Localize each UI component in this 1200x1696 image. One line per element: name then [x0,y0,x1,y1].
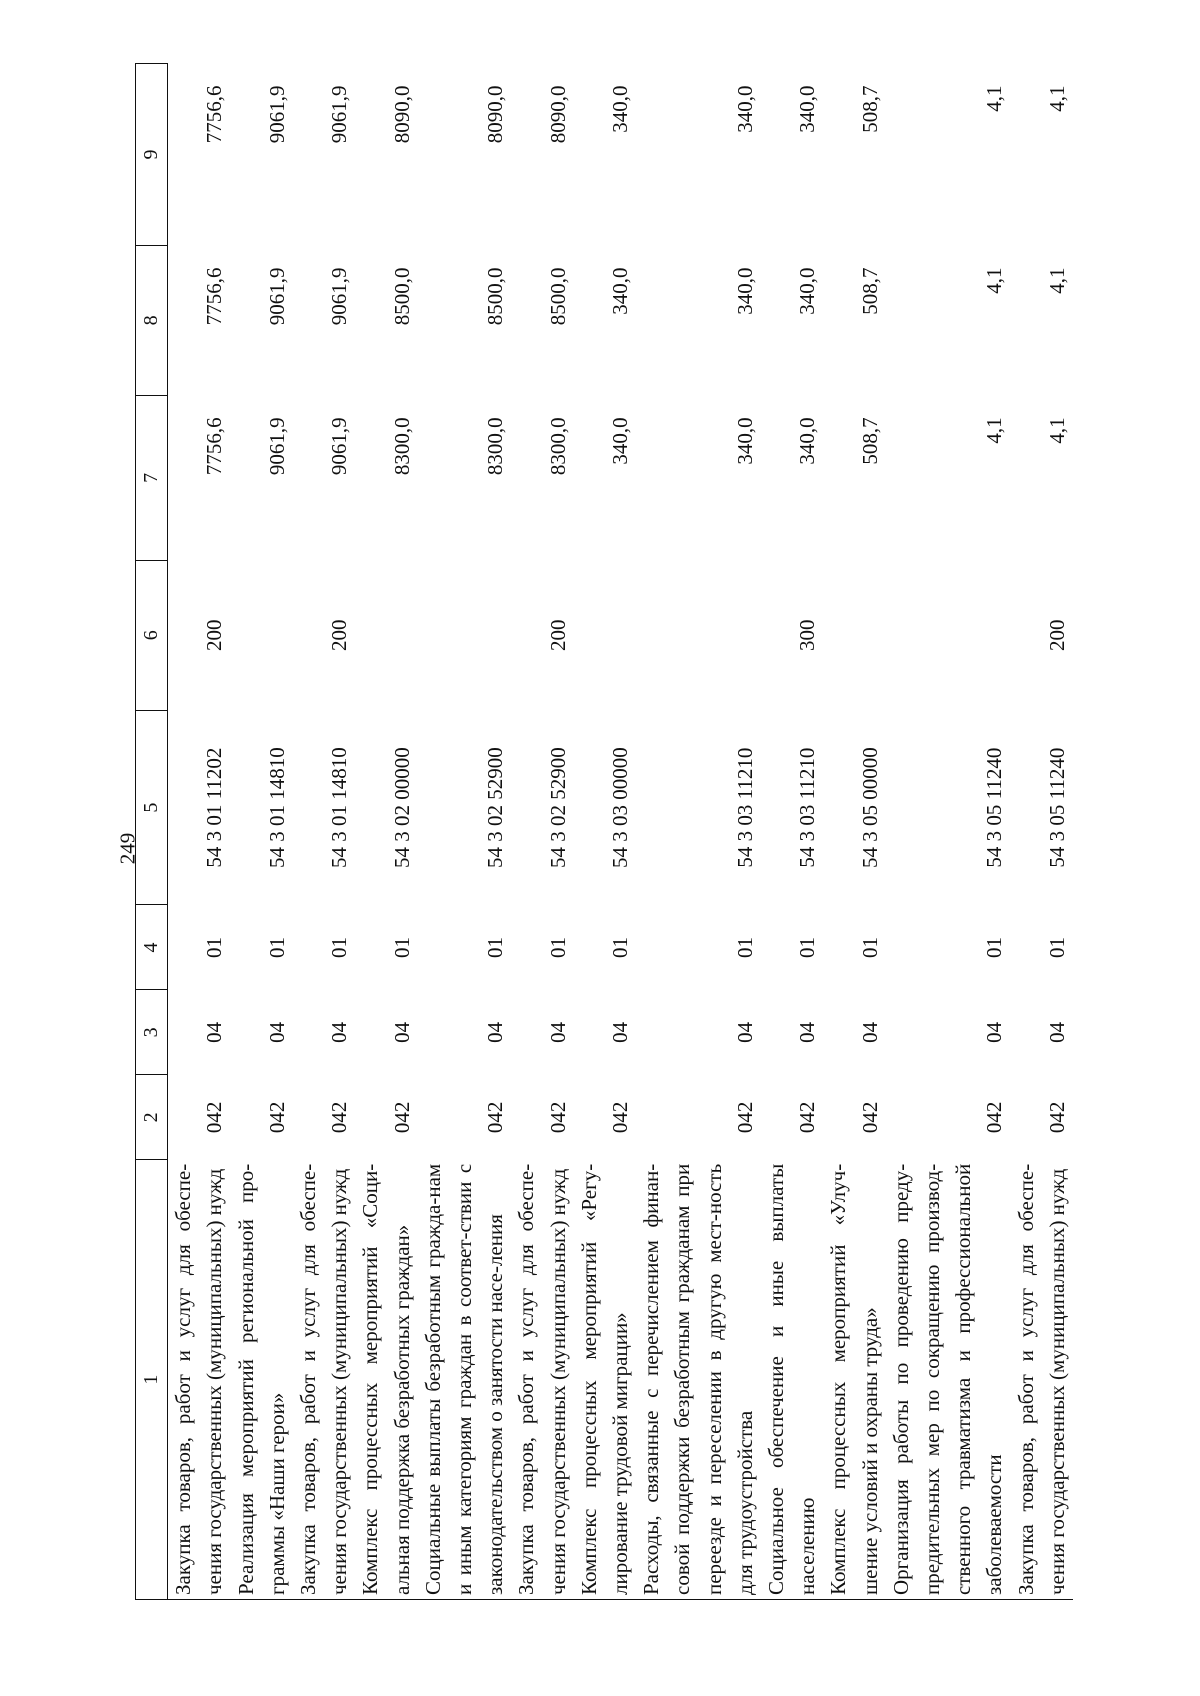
col-header-2: 2 [136,1075,168,1160]
budget-table [135,63,1073,1600]
row-description: Комплекс процессных мероприятий «Регу-лирование трудовой миграции» [574,1160,636,1600]
row-col-5: 54 3 01 14810 [327,747,352,868]
row-col-4: 01 [857,936,882,958]
row-col-3: 04 [545,1021,570,1043]
row-col-2: 042 [483,1101,508,1134]
row-col-8: 340,0 [608,267,633,315]
table-row [168,64,231,1600]
row-description: Социальное обеспечение и иные выплаты населению [761,1160,823,1600]
row-col-4: 01 [483,936,508,958]
table-row [511,64,573,1600]
row-col-9: 7756,6 [202,85,227,144]
table-wrap [135,63,1165,1600]
row-col-6 [355,560,417,710]
col-header-5: 5 [136,710,168,905]
table-row [355,64,417,1600]
row-col-9: 8090,0 [483,85,508,144]
col-header-8: 8 [136,245,168,395]
table-body [168,64,1073,1600]
row-col-4: 01 [545,936,570,958]
row-col-9: 4,1 [1044,85,1069,112]
col-header-1: 1 [136,1160,168,1600]
row-col-8: 340,0 [795,267,820,315]
row-col-9: 8090,0 [389,85,414,144]
col-header-3: 3 [136,990,168,1075]
row-col-8: 8500,0 [545,267,570,326]
table-row [1011,64,1073,1600]
row-description: Комплекс процессных мероприятий «Соци-альная поддержка безработных граждан» [355,1160,417,1600]
row-col-4: 01 [202,936,227,958]
row-description: Закупка товаров, работ и услуг для обеспе-чения государственных (муниципальных) нужд [168,1160,231,1600]
row-col-6: 200 [327,619,352,651]
row-description: Социальные выплаты безработным гражда-нам и иным категориям граждан в соответ-ствии с законодательством о занятости насе-ления [418,1160,512,1600]
header-row [136,64,168,1600]
row-col-6: 200 [202,619,227,651]
row-description: Закупка товаров, работ и услуг для обеспе-чения государственных (муниципальных) нужд [293,1160,355,1600]
row-col-5: 54 3 02 52900 [545,747,570,868]
row-col-2: 042 [264,1101,289,1134]
row-col-5: 54 3 03 00000 [608,747,633,868]
row-col-2: 042 [795,1101,820,1134]
row-col-6 [231,560,293,710]
row-col-6: 300 [795,619,820,651]
row-col-3: 04 [264,1021,289,1043]
row-col-8: 8500,0 [483,267,508,326]
row-col-4: 01 [1044,936,1069,958]
row-col-7: 4,1 [982,417,1007,444]
row-col-6 [886,560,1011,710]
row-col-5: 54 3 02 52900 [483,747,508,868]
row-col-7: 9061,9 [264,417,289,476]
row-col-8: 508,7 [857,267,882,315]
row-col-5: 54 3 05 11240 [1044,747,1069,868]
row-col-7: 8300,0 [545,417,570,476]
row-col-3: 04 [327,1021,352,1043]
row-col-2: 042 [732,1101,757,1134]
row-col-8: 9061,9 [264,267,289,326]
row-col-9: 9061,9 [264,85,289,144]
row-col-7: 340,0 [608,417,633,465]
row-description: Расходы, связанные с перечислением финан-совой поддержки безработным гражданам при переезде и переселении в другую мест-ность для трудоустройства [636,1160,761,1600]
row-col-2: 042 [327,1101,352,1134]
row-col-8: 9061,9 [327,267,352,326]
row-col-8: 8500,0 [389,267,414,326]
row-col-6 [636,560,761,710]
row-col-5: 54 3 03 11210 [795,747,820,868]
row-col-6: 200 [1044,619,1069,651]
row-col-4: 01 [732,936,757,958]
row-description: Комплекс процессных мероприятий «Улуч-шение условий и охраны труда» [823,1160,885,1600]
row-description: Закупка товаров, работ и услуг для обеспе-чения государственных (муниципальных) нужд [1011,1160,1073,1600]
row-col-2: 042 [857,1101,882,1134]
table-rotated-container [135,63,1069,1600]
row-col-8: 340,0 [732,267,757,315]
row-col-3: 04 [1044,1021,1069,1043]
row-col-6 [418,560,512,710]
row-col-7: 508,7 [857,417,882,465]
row-col-8: 4,1 [1044,267,1069,294]
row-col-3: 04 [857,1021,882,1043]
table-row [886,64,1011,1600]
row-col-5: 54 3 05 11240 [982,747,1007,868]
row-col-5: 54 3 03 11210 [732,747,757,868]
row-col-7: 8300,0 [389,417,414,476]
row-col-3: 04 [982,1021,1007,1043]
row-col-2: 042 [982,1101,1007,1134]
row-col-9: 340,0 [732,85,757,133]
row-col-4: 01 [608,936,633,958]
col-header-6: 6 [136,560,168,710]
table-row [574,64,636,1600]
row-col-9: 340,0 [608,85,633,133]
row-col-7: 340,0 [732,417,757,465]
col-header-4: 4 [136,905,168,990]
row-col-2: 042 [1044,1101,1069,1134]
row-description: Закупка товаров, работ и услуг для обеспе-чения государственных (муниципальных) нужд [511,1160,573,1600]
row-col-5: 54 3 01 11202 [202,747,227,868]
row-col-9: 9061,9 [327,85,352,144]
row-description: Организация работы по проведению преду-предительных мер по сокращению производ-ственного травматизма и профессиональной заболеваемости [886,1160,1011,1600]
row-col-6: 200 [545,619,570,651]
table-row [418,64,512,1600]
row-col-8: 7756,6 [202,267,227,326]
row-col-2: 042 [202,1101,227,1134]
row-col-4: 01 [264,936,289,958]
table-row [636,64,761,1600]
row-col-3: 04 [795,1021,820,1043]
row-col-4: 01 [795,936,820,958]
row-col-9: 8090,0 [545,85,570,144]
row-col-5: 54 3 02 00000 [389,747,414,868]
row-col-7: 7756,6 [202,417,227,476]
row-col-4: 01 [982,936,1007,958]
col-header-9: 9 [136,64,168,246]
table-row [231,64,293,1600]
row-col-5: 54 3 05 00000 [857,747,882,868]
row-col-3: 04 [202,1021,227,1043]
row-col-9: 4,1 [982,85,1007,112]
row-col-3: 04 [389,1021,414,1043]
row-description: Реализация мероприятий региональной про-граммы «Наши герои» [231,1160,293,1600]
row-col-6 [823,560,885,710]
table-row [761,64,823,1600]
row-col-6 [574,560,636,710]
row-col-8: 4,1 [982,267,1007,294]
table-row [823,64,885,1600]
row-col-3: 04 [732,1021,757,1043]
row-col-4: 01 [327,936,352,958]
row-col-2: 042 [389,1101,414,1134]
row-col-9: 340,0 [795,85,820,133]
row-col-7: 340,0 [795,417,820,465]
row-col-4: 01 [389,936,414,958]
row-col-7: 4,1 [1044,417,1069,444]
page-number: 249 [115,832,140,865]
table-row [293,64,355,1600]
row-col-7: 9061,9 [327,417,352,476]
row-col-2: 042 [608,1101,633,1134]
row-col-2: 042 [545,1101,570,1134]
row-col-7: 8300,0 [483,417,508,476]
row-col-5: 54 3 01 14810 [264,747,289,868]
row-col-3: 04 [483,1021,508,1043]
row-col-3: 04 [608,1021,633,1043]
col-header-7: 7 [136,395,168,560]
row-col-9: 508,7 [857,85,882,133]
